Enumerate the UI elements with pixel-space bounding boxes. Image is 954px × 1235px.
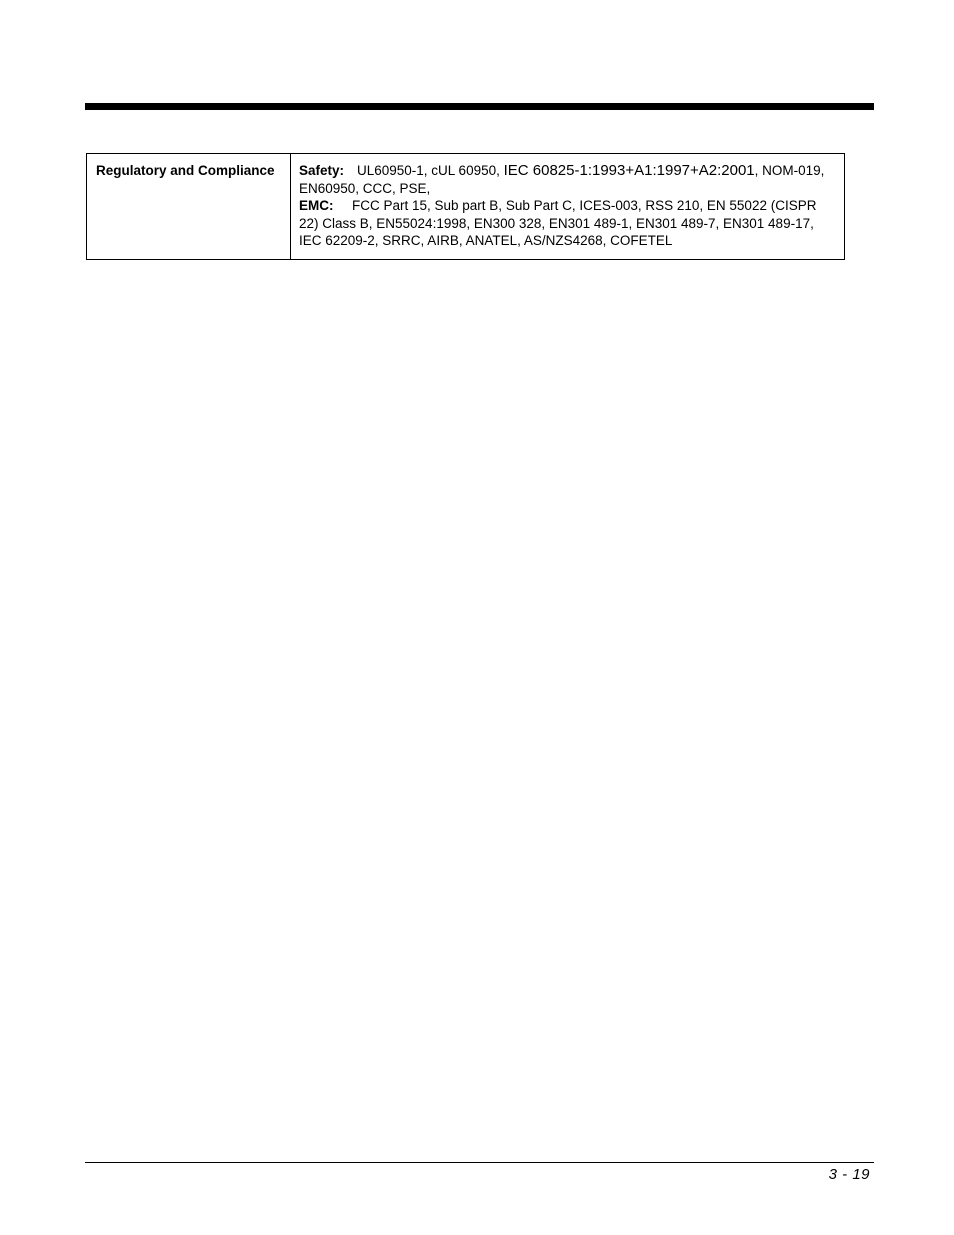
header-rule [85,103,874,110]
emc-text: FCC Part 15, Sub part B, Sub Part C, ICES-003, RSS 210, EN 55022 (CISPR 22) Class B, EN55024:1998, EN300 328, EN301 489-1, EN301 489-7, EN301 489-17, IEC 62209-2, SRRC, AIRB, ANATEL, AS/NZS4268, COFETEL [299,198,817,248]
table-row [87,154,845,260]
footer-rule [85,1162,874,1163]
safety-iec-text: IEC 60825-1:1993+A1:1997+A2:2001 [503,162,755,179]
emc-key: EMC: [299,198,334,213]
emc-line [299,197,836,250]
page-number: 3 - 19 [828,1166,870,1183]
safety-text-a: UL60950-1, cUL 60950, [357,163,504,178]
safety-line [299,162,836,197]
regulatory-table [86,153,845,260]
row-label: Regulatory and Compliance [87,154,291,260]
row-value [291,154,845,260]
safety-text-b: , NOM-019, EN60950, CCC, PSE, [299,163,825,196]
safety-key: Safety: [299,163,345,178]
